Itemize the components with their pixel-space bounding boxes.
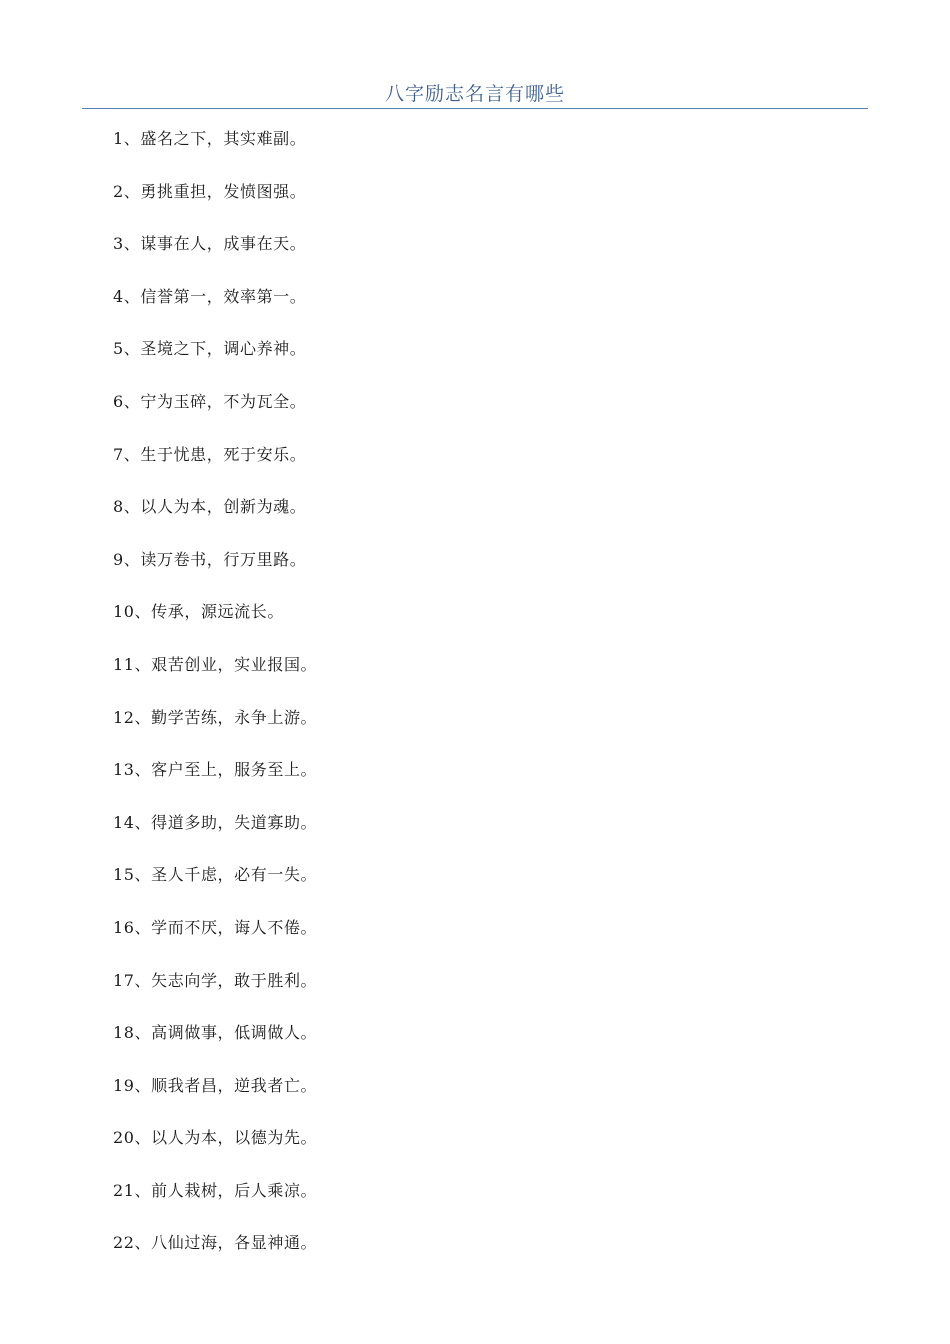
quote-item: 9、读万卷书，行万里路。 xyxy=(113,549,307,569)
quote-item: 21、前人栽树，后人乘凉。 xyxy=(113,1180,318,1200)
quote-item: 2、勇挑重担，发愤图强。 xyxy=(113,181,307,201)
page-title: 八字励志名言有哪些 xyxy=(384,83,565,105)
quote-list xyxy=(113,124,317,1281)
quote-item: 1、盛名之下，其实难副。 xyxy=(113,129,307,148)
quote-item: 7、生于忧患，死于安乐。 xyxy=(113,444,307,464)
quote-item: 10、传承，源远流长。 xyxy=(113,602,284,622)
header-divider xyxy=(82,108,868,109)
quote-item: 15、圣人千虑，必有一失。 xyxy=(113,865,318,885)
quote-item: 12、勤学苦练，永争上游。 xyxy=(113,707,318,727)
quote-item: 13、客户至上，服务至上。 xyxy=(113,760,318,780)
quote-item: 6、宁为玉碎，不为瓦全。 xyxy=(113,391,307,411)
quote-item: 8、以人为本，创新为魂。 xyxy=(113,497,307,517)
quote-item: 11、艰苦创业，实业报国。 xyxy=(113,654,318,674)
quote-item: 18、高调做事，低调做人。 xyxy=(113,1023,318,1043)
quote-item: 17、矢志向学，敢于胜利。 xyxy=(113,970,318,990)
quote-item: 4、信誉第一，效率第一。 xyxy=(113,286,307,306)
quote-item: 20、以人为本，以德为先。 xyxy=(113,1128,318,1148)
quote-item: 14、得道多助，失道寡助。 xyxy=(113,812,318,832)
quote-item: 16、学而不厌，诲人不倦。 xyxy=(113,917,318,937)
quote-item: 22、八仙过海，各显神通。 xyxy=(113,1233,318,1253)
quote-item: 3、谋事在人，成事在天。 xyxy=(113,234,307,254)
quote-item: 5、圣境之下，调心养神。 xyxy=(113,339,307,359)
quote-item: 19、顺我者昌，逆我者亡。 xyxy=(113,1075,318,1095)
